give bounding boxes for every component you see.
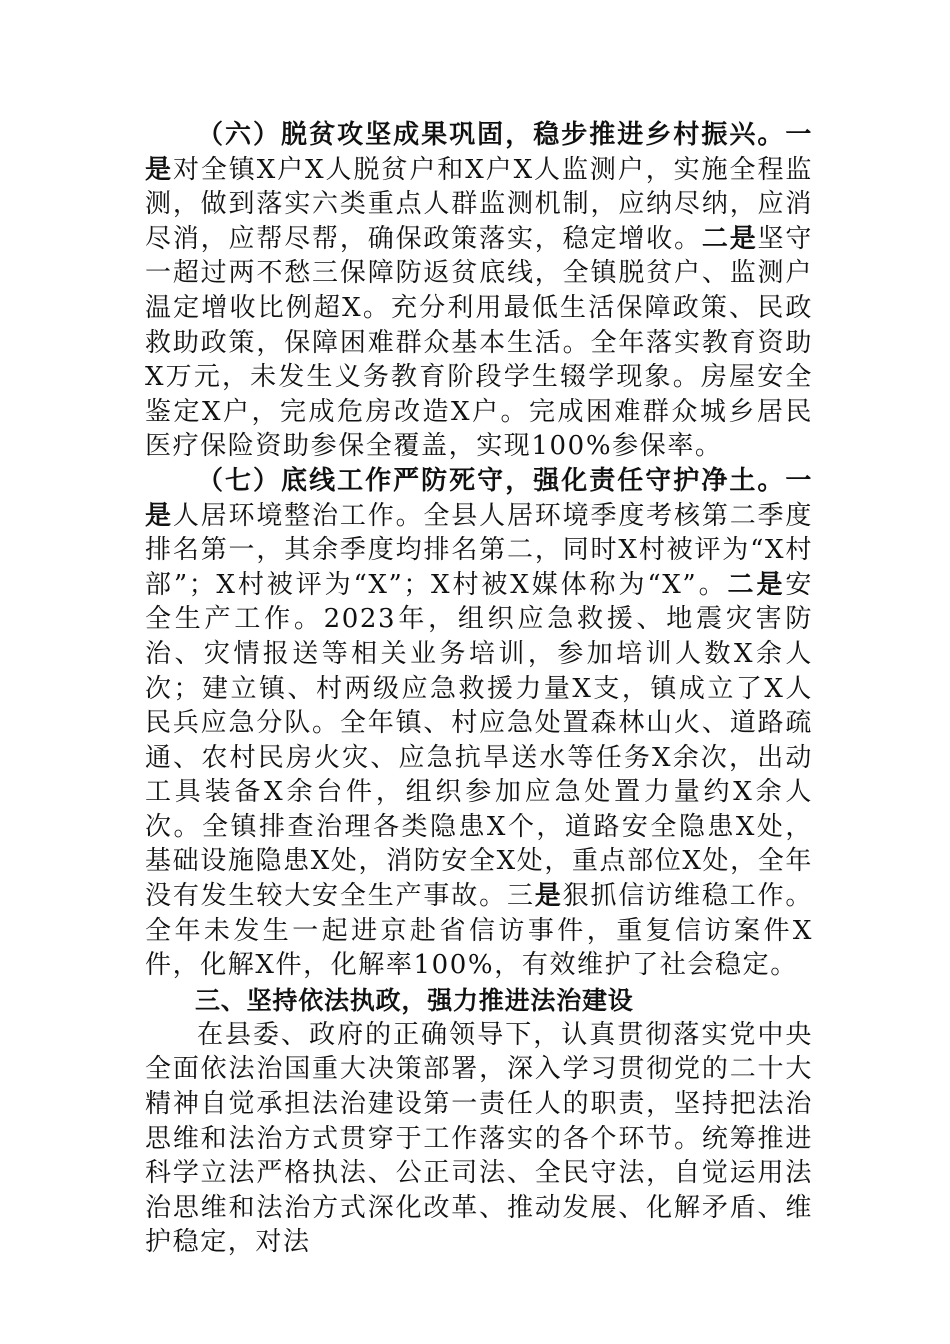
paragraph-section-6 [145,118,813,464]
section-7-text-2: 安全生产工作。2023年，组织应急救援、地震灾害防治、灾情报送等相关业务培训，参加培训人数X余人次；建立镇、村两级应急救援力量X支，镇成立了X人民兵应急分队。全年镇、村应急处置森林山火、道路疏通、农村民房火灾、应急抗旱送水等任务X余次，出动工具装备X余台件，组织参加应急处置力量约X余人次。全镇排查治理各类隐患X个，道路安全隐患X处，基础设施隐患X处，消防安全X处，重点部位X处，全年没有发生较大安全生产事故。三 [145,569,813,912]
section-6-marker-2: 二是 [701,223,758,254]
section-7-marker-3: 是 [534,881,563,912]
paragraph-section-3-body: 在县委、政府的正确领导下，认真贯彻落实党中央全面依法治国重大决策部署，深入学习贯彻党的二十大精神自觉承担法治建设第一责任人的职责，坚持把法治思维和法治方式贯穿于工作落实的各个环节。统筹推进科学立法严格执法、公正司法、全民守法，自觉运用法治思维和法治方式深化改革、推动发展、化解矛盾、维护稳定，对法 [145,1019,813,1258]
document-page [145,118,813,1260]
section-7-marker-1: 一是 [145,465,813,531]
section-6-marker-1: 一是 [145,120,813,185]
section-6-lead: （六）脱贫攻坚成果巩固，稳步推进乡村振兴。 [197,120,786,150]
section-heading-3: 三、坚持依法执政，强力推进法治建设 [195,985,634,1015]
section-6-text-2: 坚守一超过两不愁三保障防返贫底线，全镇脱贫户、监测户温定增收比例超X。充分利用最低生活保障政策、民政救助政策，保障困难群众基本生活。全年落实教育资助X万元，未发生义务教育阶段学生辍学现象。房屋安全鉴定X户，完成危房改造X户。完成困难群众城乡居民医疗保险资助参保全覆盖，实现100%参保率。 [145,223,813,462]
section-7-text-1: 人居环境整治工作。全县人居环境季度考核第二季度排名第一，其余季度均排名第二，同时X村被评为“X村部”；X村被评为“X”；X村被X媒体称为“X”。 [145,500,813,600]
section-7-marker-2: 二是 [727,569,786,600]
section-7-text-3: 狠抓信访维稳工作。全年未发生一起进京赴省信访事件，重复信访案件X件，化解X件，化解率100%，有效维护了社会稳定。 [145,881,813,981]
paragraph-section-7 [145,464,813,983]
section-6-text-1: 对全镇X户X人脱贫户和X户X人监测户，实施全程监测，做到落实六类重点人群监测机制，应纳尽纳，应消尽消，应帮尽帮，确保政策落实，稳定增收。 [145,154,813,254]
section-7-lead: （七）底线工作严防死守，强化责任守护净土。 [197,465,786,496]
